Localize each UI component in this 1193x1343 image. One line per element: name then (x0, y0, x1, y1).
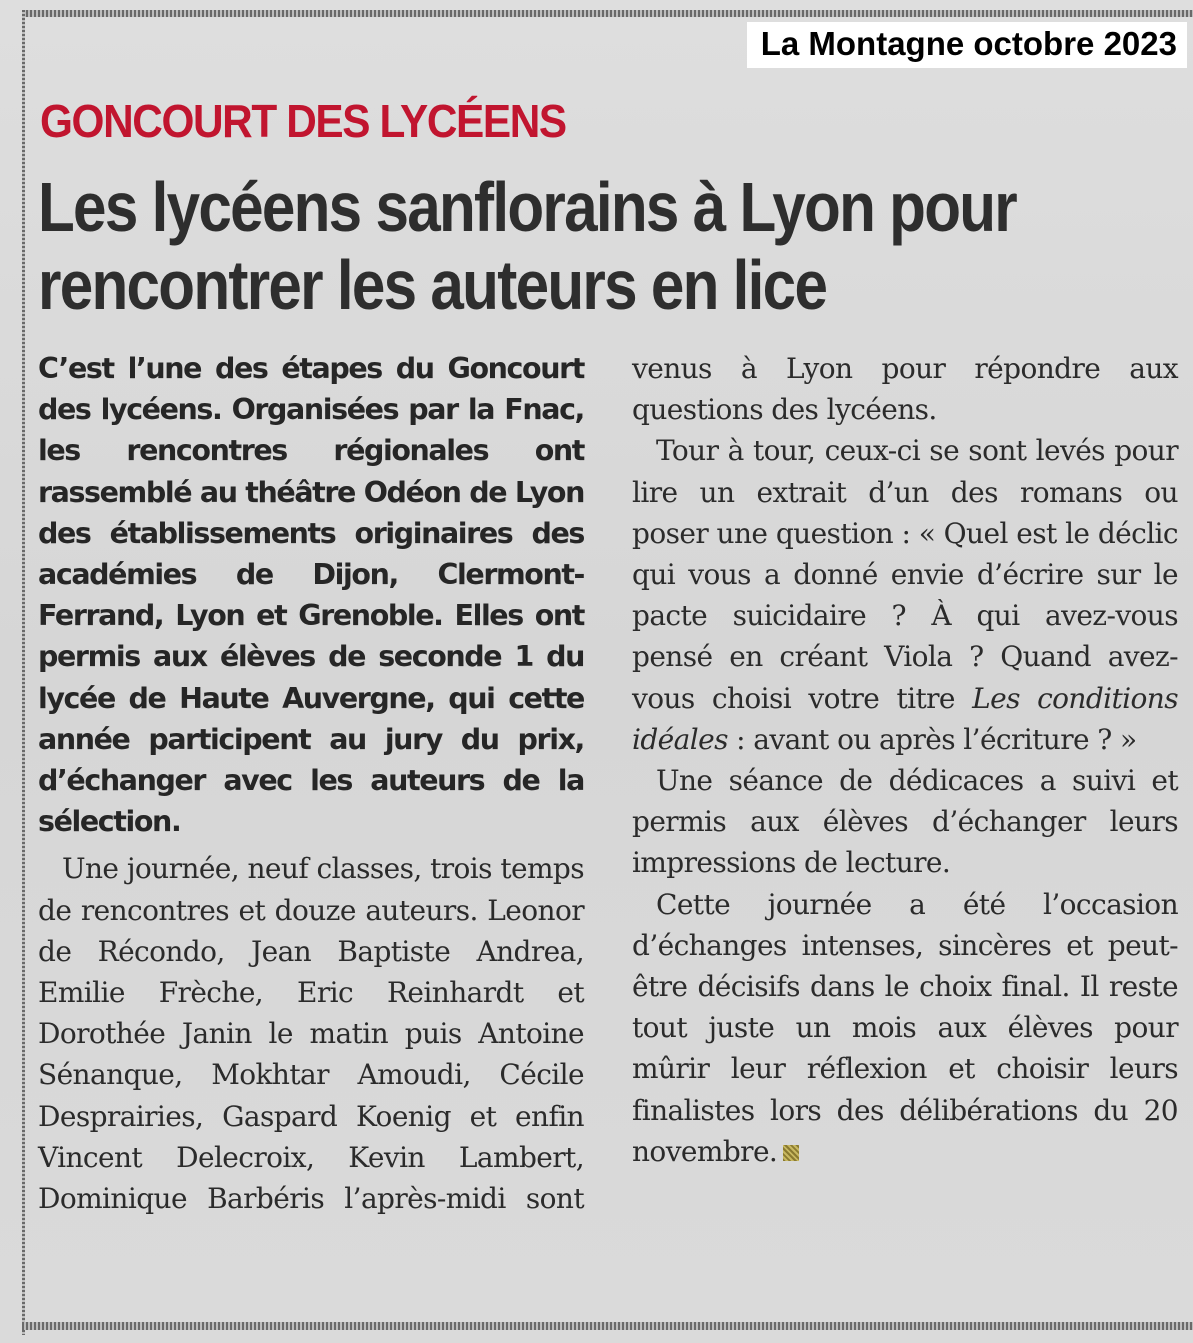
section-kicker: GONCOURT DES LYCÉENS (40, 95, 566, 147)
lead-paragraph: C’est l’une des étapes du Goncourt des lycéens. Organisées par la Fnac, les rencontres régionales ont rassemblé au théâtre Odéon de Lyon des établissements originaires des académies de Dijon, Clermont-Ferrand, Lyon et Grenoble. Elles ont permis aux élèves de seconde 1 du lycée de Haute Auvergne, qui cette année participent au jury du prix, d’échanger avec les auteurs de la sélection. (38, 352, 584, 839)
article-headline (38, 168, 1018, 324)
body-paragraph-2 (632, 430, 1178, 760)
top-border-rule (22, 10, 1193, 17)
body-paragraph-1: Une journée, neuf classes, trois temps de rencontres et douze auteurs. Leonor de Récondo, Jean Baptiste Andrea, Emilie Frèche, Eric Reinhardt et Dorothée Janin le matin puis Antoine Sénanque, Mokhtar Amoudi, Cécile Desprairies, Gaspard Koenig et enfin Vincent Delecroix, Kevin Lambert, Dominique Barbéris l’après-midi sont (38, 852, 584, 1216)
headline-line-1: Les lycéens sanflorains à Lyon pour (38, 168, 1017, 246)
body-paragraph-3: Une séance de dédicaces a suivi et permis aux élèves d’échanger leurs impressions de lecture. (632, 764, 1178, 880)
column-right (632, 348, 1178, 1172)
headline-line-2: rencontrer les auteurs en lice (38, 246, 827, 324)
source-label: La Montagne octobre 2023 (747, 22, 1187, 68)
paragraph-2-end: : avant ou après l’écriture ? » (727, 722, 1137, 756)
book-title: Les conditions idéales (632, 681, 1178, 756)
bottom-border-rule (22, 1322, 1193, 1330)
body-paragraph-1-continued: venus à Lyon pour répondre aux questions des lycéens. (632, 352, 1178, 427)
body-paragraph-4 (632, 884, 1178, 1172)
left-border-rule (22, 10, 25, 1335)
column-left (38, 348, 584, 1219)
paragraph-4-text: Cette journée a été l’occasion d’échanges intenses, sincères et peut-être décisifs dans le choix final. Il reste tout juste un mois aux élèves pour mûrir leur réflexion et choisir leurs finalistes lors des délibérations du 20 novembre. (632, 887, 1178, 1168)
end-of-article-icon (783, 1145, 799, 1161)
paragraph-2-text: Tour à tour, ceux-ci se sont levés pour lire un extrait d’un des romans ou poser une question : « Quel est le déclic qui vous a donné envie d’écrire sur le pacte suicidaire ? À qui avez-vous pensé en créant Viola ? Quand avez-vous choisi votre titre (632, 434, 1178, 715)
